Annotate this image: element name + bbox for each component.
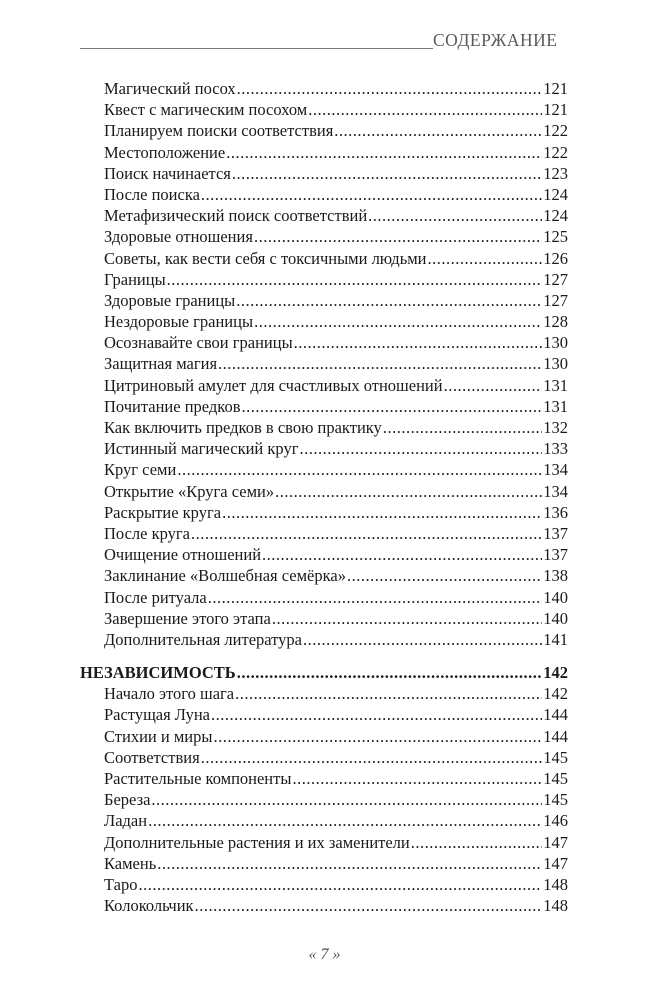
dot-leader <box>232 163 542 184</box>
toc-entry-page: 127 <box>543 269 568 289</box>
toc-entry-title: Очищение отношений <box>104 545 262 565</box>
dot-leader <box>191 523 542 544</box>
toc-entry <box>104 226 568 247</box>
running-header: СОДЕРЖАНИЕ <box>433 30 558 50</box>
dot-leader <box>235 683 542 704</box>
toc-entry <box>104 683 568 704</box>
toc-entry <box>104 375 568 396</box>
toc-entry-title: Растительные компоненты <box>104 769 292 788</box>
dot-leader <box>177 459 542 480</box>
toc-entry <box>104 99 568 120</box>
toc-entry-title: Здоровые отношения <box>104 227 253 247</box>
toc-entry-page: 132 <box>543 418 568 437</box>
toc-entry-title: Осознавайте свои границы <box>104 333 293 353</box>
toc-entry <box>104 502 568 523</box>
toc-entry-title: Метафизический поиск соответствий <box>104 206 368 226</box>
toc-entry-page: 127 <box>543 290 568 310</box>
dot-leader <box>237 78 543 99</box>
dot-leader <box>218 353 542 374</box>
toc-entry-page: 122 <box>543 121 568 141</box>
toc-entry-page: 131 <box>543 396 568 416</box>
toc-entry-title: Ладан <box>104 811 148 831</box>
toc-entry-page: 133 <box>543 439 568 459</box>
toc-entry-page: 147 <box>543 832 568 852</box>
toc-entry-title: Дополнительные растения и их заменители <box>104 832 410 852</box>
toc-entry-page: 142 <box>543 684 568 704</box>
toc-entry-title: Колокольчик <box>104 896 194 916</box>
dot-leader <box>275 481 542 502</box>
toc-entry-page: 145 <box>543 747 568 767</box>
dot-leader <box>411 832 543 853</box>
toc-entry <box>104 608 568 629</box>
header-rule <box>80 48 433 49</box>
dot-leader <box>211 704 542 725</box>
toc-entry-title: Советы, как вести себя с токсичными людьми <box>104 248 427 268</box>
toc-entry <box>104 78 568 99</box>
toc-entry-page: 130 <box>543 333 568 353</box>
toc-entry-page: 137 <box>543 523 568 543</box>
toc-entry-page: 145 <box>543 790 568 810</box>
toc-entry-title: Растущая Луна <box>104 705 210 725</box>
dot-leader <box>383 417 542 438</box>
toc-entry <box>104 629 568 650</box>
toc-entry <box>104 768 568 789</box>
dot-leader <box>347 565 542 586</box>
toc-section-entry <box>80 662 568 683</box>
toc-entry <box>104 184 568 205</box>
dot-leader <box>242 396 543 417</box>
toc-entry-page: 148 <box>543 874 568 894</box>
toc-entry <box>104 142 568 163</box>
toc-entry <box>104 396 568 417</box>
toc-entry <box>104 853 568 874</box>
toc-entry-title: Заклинание «Волшебная семёрка» <box>104 566 346 586</box>
toc-entry-page: 146 <box>543 811 568 831</box>
dot-leader <box>303 629 542 650</box>
toc-entry-title: Завершение этого этапа <box>104 608 271 628</box>
toc-entry-title: Квест с магическим посохом <box>104 100 308 120</box>
toc-entry <box>104 248 568 269</box>
toc-entry-page: 148 <box>543 896 568 916</box>
table-of-contents <box>0 78 649 916</box>
toc-entry <box>104 459 568 480</box>
dot-leader <box>151 789 542 810</box>
toc-entry <box>104 311 568 332</box>
dot-leader <box>428 248 543 269</box>
toc-entry <box>104 704 568 725</box>
toc-entry-page: 144 <box>543 705 568 725</box>
toc-entry-title: Защитная магия <box>104 354 218 374</box>
toc-entry-page: 128 <box>543 312 568 332</box>
toc-entry <box>104 332 568 353</box>
toc-entry-page: 123 <box>543 163 568 183</box>
toc-entry-page: 124 <box>543 206 568 226</box>
dot-leader <box>292 768 542 789</box>
toc-entry-title: Поиск начинается <box>104 163 231 183</box>
toc-entry-title: Таро <box>104 874 138 894</box>
toc-entry-page: 141 <box>543 629 568 649</box>
dot-leader <box>148 810 542 831</box>
toc-entry <box>104 587 568 608</box>
toc-entry-page: 145 <box>543 769 568 788</box>
dot-leader <box>195 895 543 916</box>
toc-entry-title: После круга <box>104 523 190 543</box>
toc-entry <box>104 810 568 831</box>
dot-leader <box>254 226 542 247</box>
toc-entry <box>104 481 568 502</box>
toc-entry-title: Планируем поиски соответствия <box>104 121 334 141</box>
toc-entry-title: Камень <box>104 853 157 873</box>
toc-entry <box>104 438 568 459</box>
toc-entry-title: Раскрытие круга <box>104 502 222 522</box>
toc-entry-page: 134 <box>543 481 568 501</box>
toc-entry <box>104 353 568 374</box>
toc-entry-title: Стихии и миры <box>104 726 213 746</box>
toc-entry-title: Магический посох <box>104 79 236 98</box>
dot-leader <box>237 662 543 683</box>
toc-entry-page: 122 <box>543 142 568 162</box>
dot-leader <box>262 544 542 565</box>
dot-leader <box>444 375 543 396</box>
dot-leader <box>368 205 542 226</box>
dot-leader <box>167 269 543 290</box>
dot-leader <box>308 99 542 120</box>
toc-entry-page: 136 <box>543 502 568 522</box>
toc-entry <box>104 120 568 141</box>
toc-entry <box>104 726 568 747</box>
toc-entry-title: Истинный магический круг <box>104 439 299 459</box>
toc-entry <box>104 417 568 438</box>
toc-entry-page: 124 <box>543 184 568 204</box>
dot-leader <box>201 747 543 768</box>
toc-entry-title: Цитриновый амулет для счастливых отношений <box>104 375 443 395</box>
toc-entry-title: НЕЗАВИСИМОСТЬ <box>80 663 236 683</box>
toc-entry-title: Открытие «Круга семи» <box>104 481 275 501</box>
dot-leader <box>157 853 542 874</box>
toc-entry-title: Почитание предков <box>104 396 241 416</box>
toc-entry-page: 140 <box>543 608 568 628</box>
page-number: « 7 » <box>308 946 341 963</box>
toc-entry <box>104 269 568 290</box>
dot-leader <box>294 332 543 353</box>
toc-entry-page: 144 <box>543 726 568 746</box>
dot-leader <box>213 726 542 747</box>
toc-entry-title: Береза <box>104 790 151 810</box>
toc-entry-title: Начало этого шага <box>104 684 235 704</box>
toc-entry-title: Дополнительная литература <box>104 629 302 649</box>
toc-entry <box>104 290 568 311</box>
toc-entry <box>104 895 568 916</box>
toc-entry-page: 125 <box>543 227 568 247</box>
toc-entry-title: Круг семи <box>104 460 177 480</box>
toc-entry-page: 142 <box>543 663 568 683</box>
toc-entry-title: Нездоровые границы <box>104 312 254 332</box>
toc-entry <box>104 565 568 586</box>
toc-entry-page: 134 <box>543 460 568 480</box>
toc-entry-title: Здоровые границы <box>104 290 236 310</box>
dot-leader <box>226 142 542 163</box>
toc-entry-page: 126 <box>543 248 568 268</box>
dot-leader <box>201 184 542 205</box>
toc-entry-page: 140 <box>543 587 568 607</box>
toc-entry-title: После поиска <box>104 184 200 204</box>
toc-entry-page: 138 <box>543 566 568 586</box>
toc-entry <box>104 789 568 810</box>
toc-entry <box>104 747 568 768</box>
toc-entry <box>104 205 568 226</box>
toc-entry-title: После ритуала <box>104 587 207 607</box>
dot-leader <box>254 311 542 332</box>
toc-entry-page: 121 <box>543 100 568 120</box>
toc-entry <box>104 874 568 895</box>
toc-entry-page: 121 <box>543 79 568 98</box>
dot-leader <box>208 587 543 608</box>
dot-leader <box>236 290 542 311</box>
toc-entry-page: 147 <box>543 853 568 873</box>
toc-entry <box>104 523 568 544</box>
dot-leader <box>139 874 543 895</box>
toc-entry-title: Местоположение <box>104 142 226 162</box>
toc-entry-page: 130 <box>543 354 568 374</box>
toc-entry-title: Как включить предков в свою практику <box>104 418 382 437</box>
toc-entry <box>104 832 568 853</box>
toc-entry <box>104 544 568 565</box>
dot-leader <box>334 120 542 141</box>
toc-entry-title: Соответствия <box>104 747 200 767</box>
dot-leader <box>272 608 542 629</box>
toc-entry-page: 131 <box>543 375 568 395</box>
toc-entry <box>104 163 568 184</box>
toc-entry-title: Границы <box>104 269 166 289</box>
dot-leader <box>299 438 542 459</box>
toc-entry-page: 137 <box>543 545 568 565</box>
dot-leader <box>222 502 542 523</box>
